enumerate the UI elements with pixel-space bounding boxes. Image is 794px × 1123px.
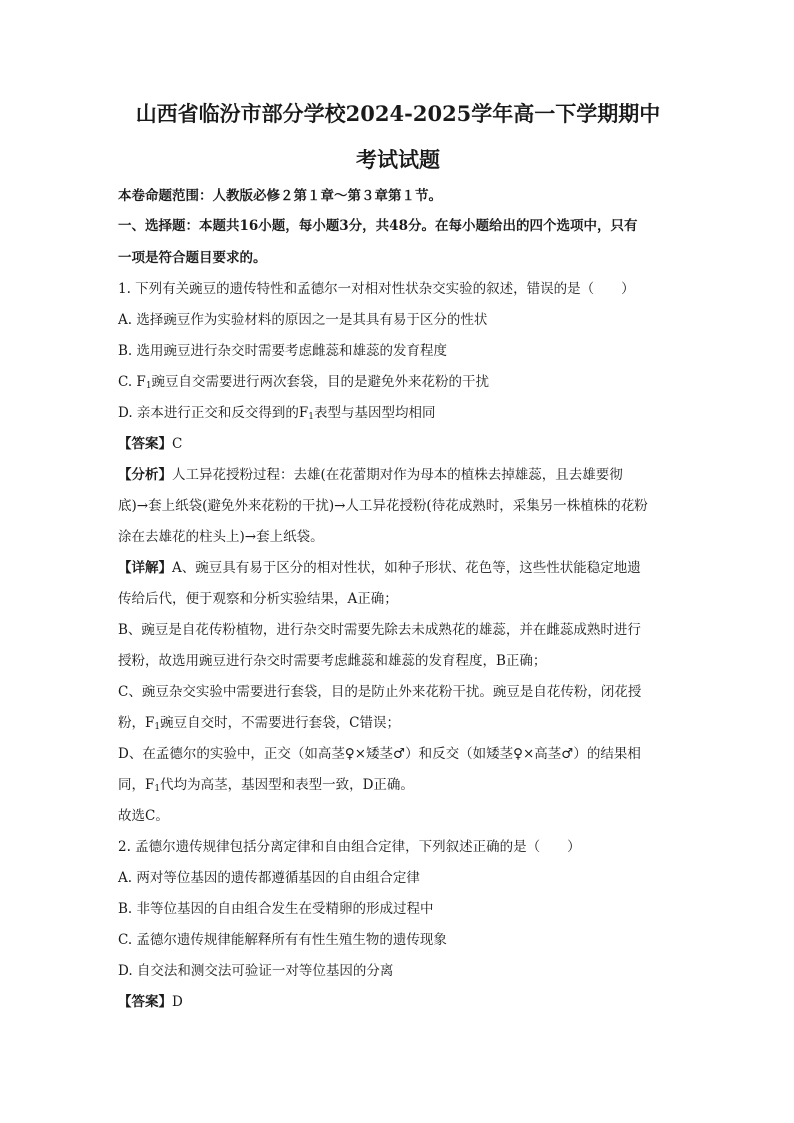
q1-analysis-line2: 底)→套上纸袋(避免外来花粉的干扰)→人工异花授粉(待花成熟时，采集另一株植株的花粉 bbox=[118, 498, 648, 514]
q1-option-c: C. $F_1$豌豆自交需要进行两次套袋，目的是避免外来花粉的干扰 bbox=[118, 374, 490, 391]
q2-stem: 2. 孟德尔遗传规律包括分离定律和自由组合定律，下列叙述正确的是（ ） bbox=[118, 839, 581, 855]
q1-detail-d2: 同，$F_1$代均为高茎，基因型和表型一致，D正确。 bbox=[118, 777, 414, 794]
q2-option-c: C. 孟德尔遗传规律能解释所有有性生殖生物的遗传现象 bbox=[118, 932, 447, 948]
q1-option-a: A. 选择豌豆作为实验材料的原因之一是其具有易于区分的性状 bbox=[118, 312, 488, 328]
q2-option-b: B. 非等位基因的自由组合发生在受精卵的形成过程中 bbox=[118, 901, 434, 917]
q1-stem: 1. 下列有关豌豆的遗传特性和孟德尔一对相对性状杂交实验的叙述，错误的是（ ） bbox=[118, 281, 635, 297]
q1-conclusion: 故选C。 bbox=[118, 808, 169, 824]
q1-option-b: B. 选用豌豆进行杂交时需要考虑雌蕊和雄蕊的发育程度 bbox=[118, 343, 448, 359]
exam-scope: 本卷命题范围：人教版必修２第１章～第３章第１节。 bbox=[118, 188, 442, 204]
q1-detail-b1: B、豌豆是自花传粉植物，进行杂交时需要先除去未成熟花的雄蕊，并在雌蕊成熟时进行 bbox=[118, 622, 641, 638]
q1-analysis-line1: 【分析】人工异花授粉过程：去雄(在花蕾期对作为母本的植株去掉雄蕊，且去雄要彻 bbox=[118, 467, 623, 483]
q1-detail-c1: C、豌豆杂交实验中需要进行套袋，目的是防止外来花粉干扰。豌豆是自花传粉，闭花授 bbox=[118, 684, 642, 700]
q1-detail-c2: 粉，$F_1$豌豆自交时，不需要进行套袋，C错误； bbox=[118, 715, 400, 732]
exam-title-line1: 山西省临汾市部分学校2024-2025学年高一下学期期中 bbox=[135, 101, 661, 126]
q2-option-a: A. 两对等位基因的遗传都遵循基因的自由组合定律 bbox=[118, 870, 420, 886]
q2-answer: 【答案】D bbox=[118, 994, 183, 1010]
q1-detail-b2: 授粉，故选用豌豆进行杂交时需要考虑雌蕊和雄蕊的发育程度，B正确； bbox=[118, 653, 547, 669]
exam-title-line2: 考试试题 bbox=[356, 147, 440, 172]
section-instruction-line1: 一、选择题：本题共16小题，每小题3分，共48分。在每小题给出的四个选项中，只有 bbox=[118, 218, 638, 234]
section-instruction-line2: 一项是符合题目要求的。 bbox=[118, 250, 267, 266]
q1-detail-a1: 【详解】A、豌豆具有易于区分的相对性状，如种子形状、花色等，这些性状能稳定地遗 bbox=[118, 560, 641, 576]
q1-option-d: D. 亲本进行正交和反交得到的$F_1$表型与基因型均相同 bbox=[118, 405, 436, 422]
q1-analysis-line3: 涂在去雄花的柱头上)→套上纸袋。 bbox=[118, 529, 324, 545]
exam-page bbox=[118, 98, 678, 1018]
q1-detail-d1: D、在孟德尔的实验中，正交（如高茎♀×矮茎♂）和反交（如矮茎♀×高茎♂）的结果相 bbox=[118, 746, 641, 762]
q1-detail-a2: 传给后代，便于观察和分析实验结果，A正确； bbox=[118, 591, 398, 607]
q1-answer: 【答案】C bbox=[118, 436, 183, 452]
q2-option-d: D. 自交法和测交法可验证一对等位基因的分离 bbox=[118, 963, 394, 979]
